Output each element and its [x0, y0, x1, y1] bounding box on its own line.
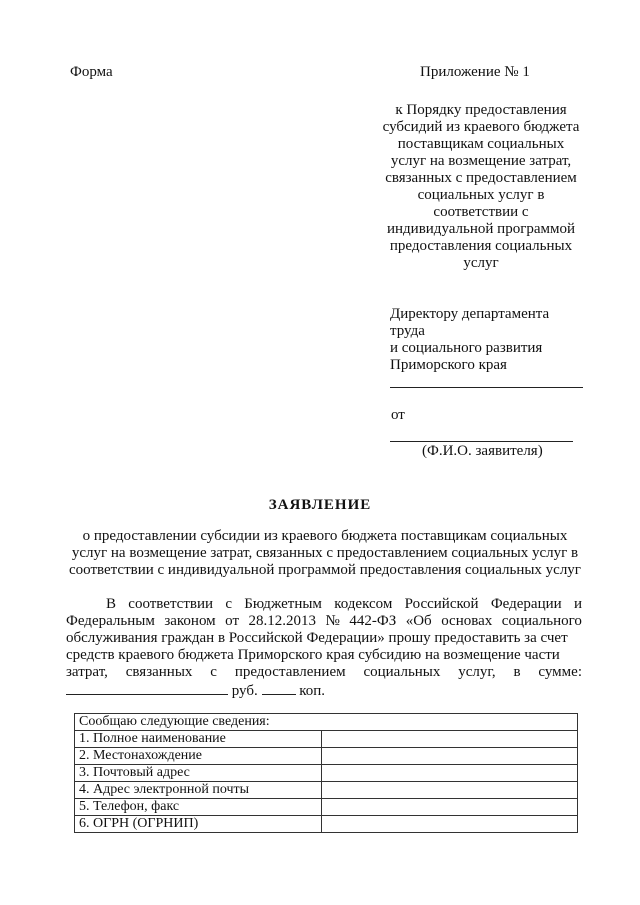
form-label: Форма [70, 64, 113, 80]
row-label: 1. Полное наименование [75, 731, 322, 748]
appendix-line: предоставления социальных [389, 238, 573, 254]
row-value-cell[interactable] [322, 782, 578, 799]
word: основах [441, 613, 493, 629]
body-line-5 [66, 664, 582, 681]
row-value-cell[interactable] [322, 731, 578, 748]
word: Российской [404, 596, 479, 612]
row-label: 3. Почтовый адрес [75, 765, 322, 782]
appendix-line: к Порядку предоставления [395, 102, 567, 118]
body-line-6 [66, 681, 582, 698]
row-label: 6. ОГРН (ОГРНИП) [75, 816, 322, 833]
appendix-line: индивидуальной программой [386, 221, 576, 237]
addressee-line: Приморского края [390, 357, 507, 373]
table-row [75, 748, 578, 765]
word: социального [501, 613, 582, 629]
table-row [75, 731, 578, 748]
word: социальных [363, 664, 441, 680]
word: законом [164, 613, 216, 629]
appendix-number: Приложение № 1 [420, 64, 530, 80]
document-title: ЗАЯВЛЕНИЕ [268, 497, 372, 513]
appendix-line: социальных услуг в [417, 187, 545, 203]
word: предоставлением [234, 664, 346, 680]
word: 442-ФЗ [349, 613, 397, 629]
word: сумме: [538, 664, 582, 680]
table-header-row [75, 714, 578, 731]
applicant-blank-line[interactable] [390, 441, 573, 442]
body-line-1 [66, 596, 582, 613]
appendix-text [378, 102, 584, 272]
subtitle-line: соответствии с индивидуальной программой предоставления социальных услуг [69, 562, 581, 578]
row-value-cell[interactable] [322, 765, 578, 782]
table-row [75, 765, 578, 782]
body-paragraph [66, 596, 582, 698]
appendix-line: услуг на возмещение затрат, [390, 153, 572, 169]
word: затрат, [66, 664, 108, 680]
body-line-3: обслуживания граждан в Российской Федерации» прошу предоставить за счет [66, 630, 568, 646]
row-label: 5. Телефон, факс [75, 799, 322, 816]
word: кодексом [334, 596, 393, 612]
word: и [573, 596, 582, 612]
amount-rub-blank[interactable] [66, 681, 228, 695]
table-row [75, 782, 578, 799]
document-subtitle [60, 528, 590, 579]
word: Бюджетным [244, 596, 322, 612]
word: Федеральным [66, 613, 155, 629]
from-label: от [391, 407, 405, 423]
word: В [106, 596, 117, 612]
addressee-blank-line[interactable] [390, 387, 583, 388]
word: соответствии [128, 596, 214, 612]
applicant-fio-caption: (Ф.И.О. заявителя) [422, 443, 543, 459]
word: с [210, 664, 217, 680]
info-table [74, 713, 578, 833]
kop-label: коп. [299, 683, 326, 699]
appendix-line: поставщикам социальных [397, 136, 565, 152]
addressee-line: и социального развития [390, 340, 543, 356]
table-row [75, 816, 578, 833]
appendix-line: субсидий из краевого бюджета [382, 119, 580, 135]
addressee-block [390, 306, 610, 374]
subtitle-line: услуг на возмещение затрат, связанных с предоставлением социальных услуг в [71, 545, 579, 561]
word: в [513, 664, 521, 680]
rub-label: руб. [231, 683, 258, 699]
appendix-line: связанных с предоставлением [385, 170, 577, 186]
body-line-4: средств краевого бюджета Приморского края субсидию на возмещение части [66, 647, 560, 663]
row-value-cell[interactable] [322, 816, 578, 833]
table-header-cell: Сообщаю следующие сведения: [75, 714, 578, 731]
row-value-cell[interactable] [322, 799, 578, 816]
appendix-line: соответствии с [433, 204, 529, 220]
word: Федерации [490, 596, 562, 612]
addressee-line: труда [390, 323, 425, 339]
word: № [325, 613, 340, 629]
word: с [225, 596, 232, 612]
word: от [225, 613, 240, 629]
word: «Об [405, 613, 432, 629]
table-row [75, 799, 578, 816]
word: 28.12.2013 [248, 613, 317, 629]
amount-kop-blank[interactable] [262, 681, 296, 695]
word: связанных [125, 664, 193, 680]
row-label: 2. Местонахождение [75, 748, 322, 765]
addressee-line: Директору департамента [390, 306, 550, 322]
row-value-cell[interactable] [322, 748, 578, 765]
appendix-line: услуг [463, 255, 499, 271]
subtitle-line: о предоставлении субсидии из краевого бюджета поставщикам социальных [82, 528, 568, 544]
row-label: 4. Адрес электронной почты [75, 782, 322, 799]
word: услуг, [458, 664, 496, 680]
body-line-2 [66, 613, 582, 630]
